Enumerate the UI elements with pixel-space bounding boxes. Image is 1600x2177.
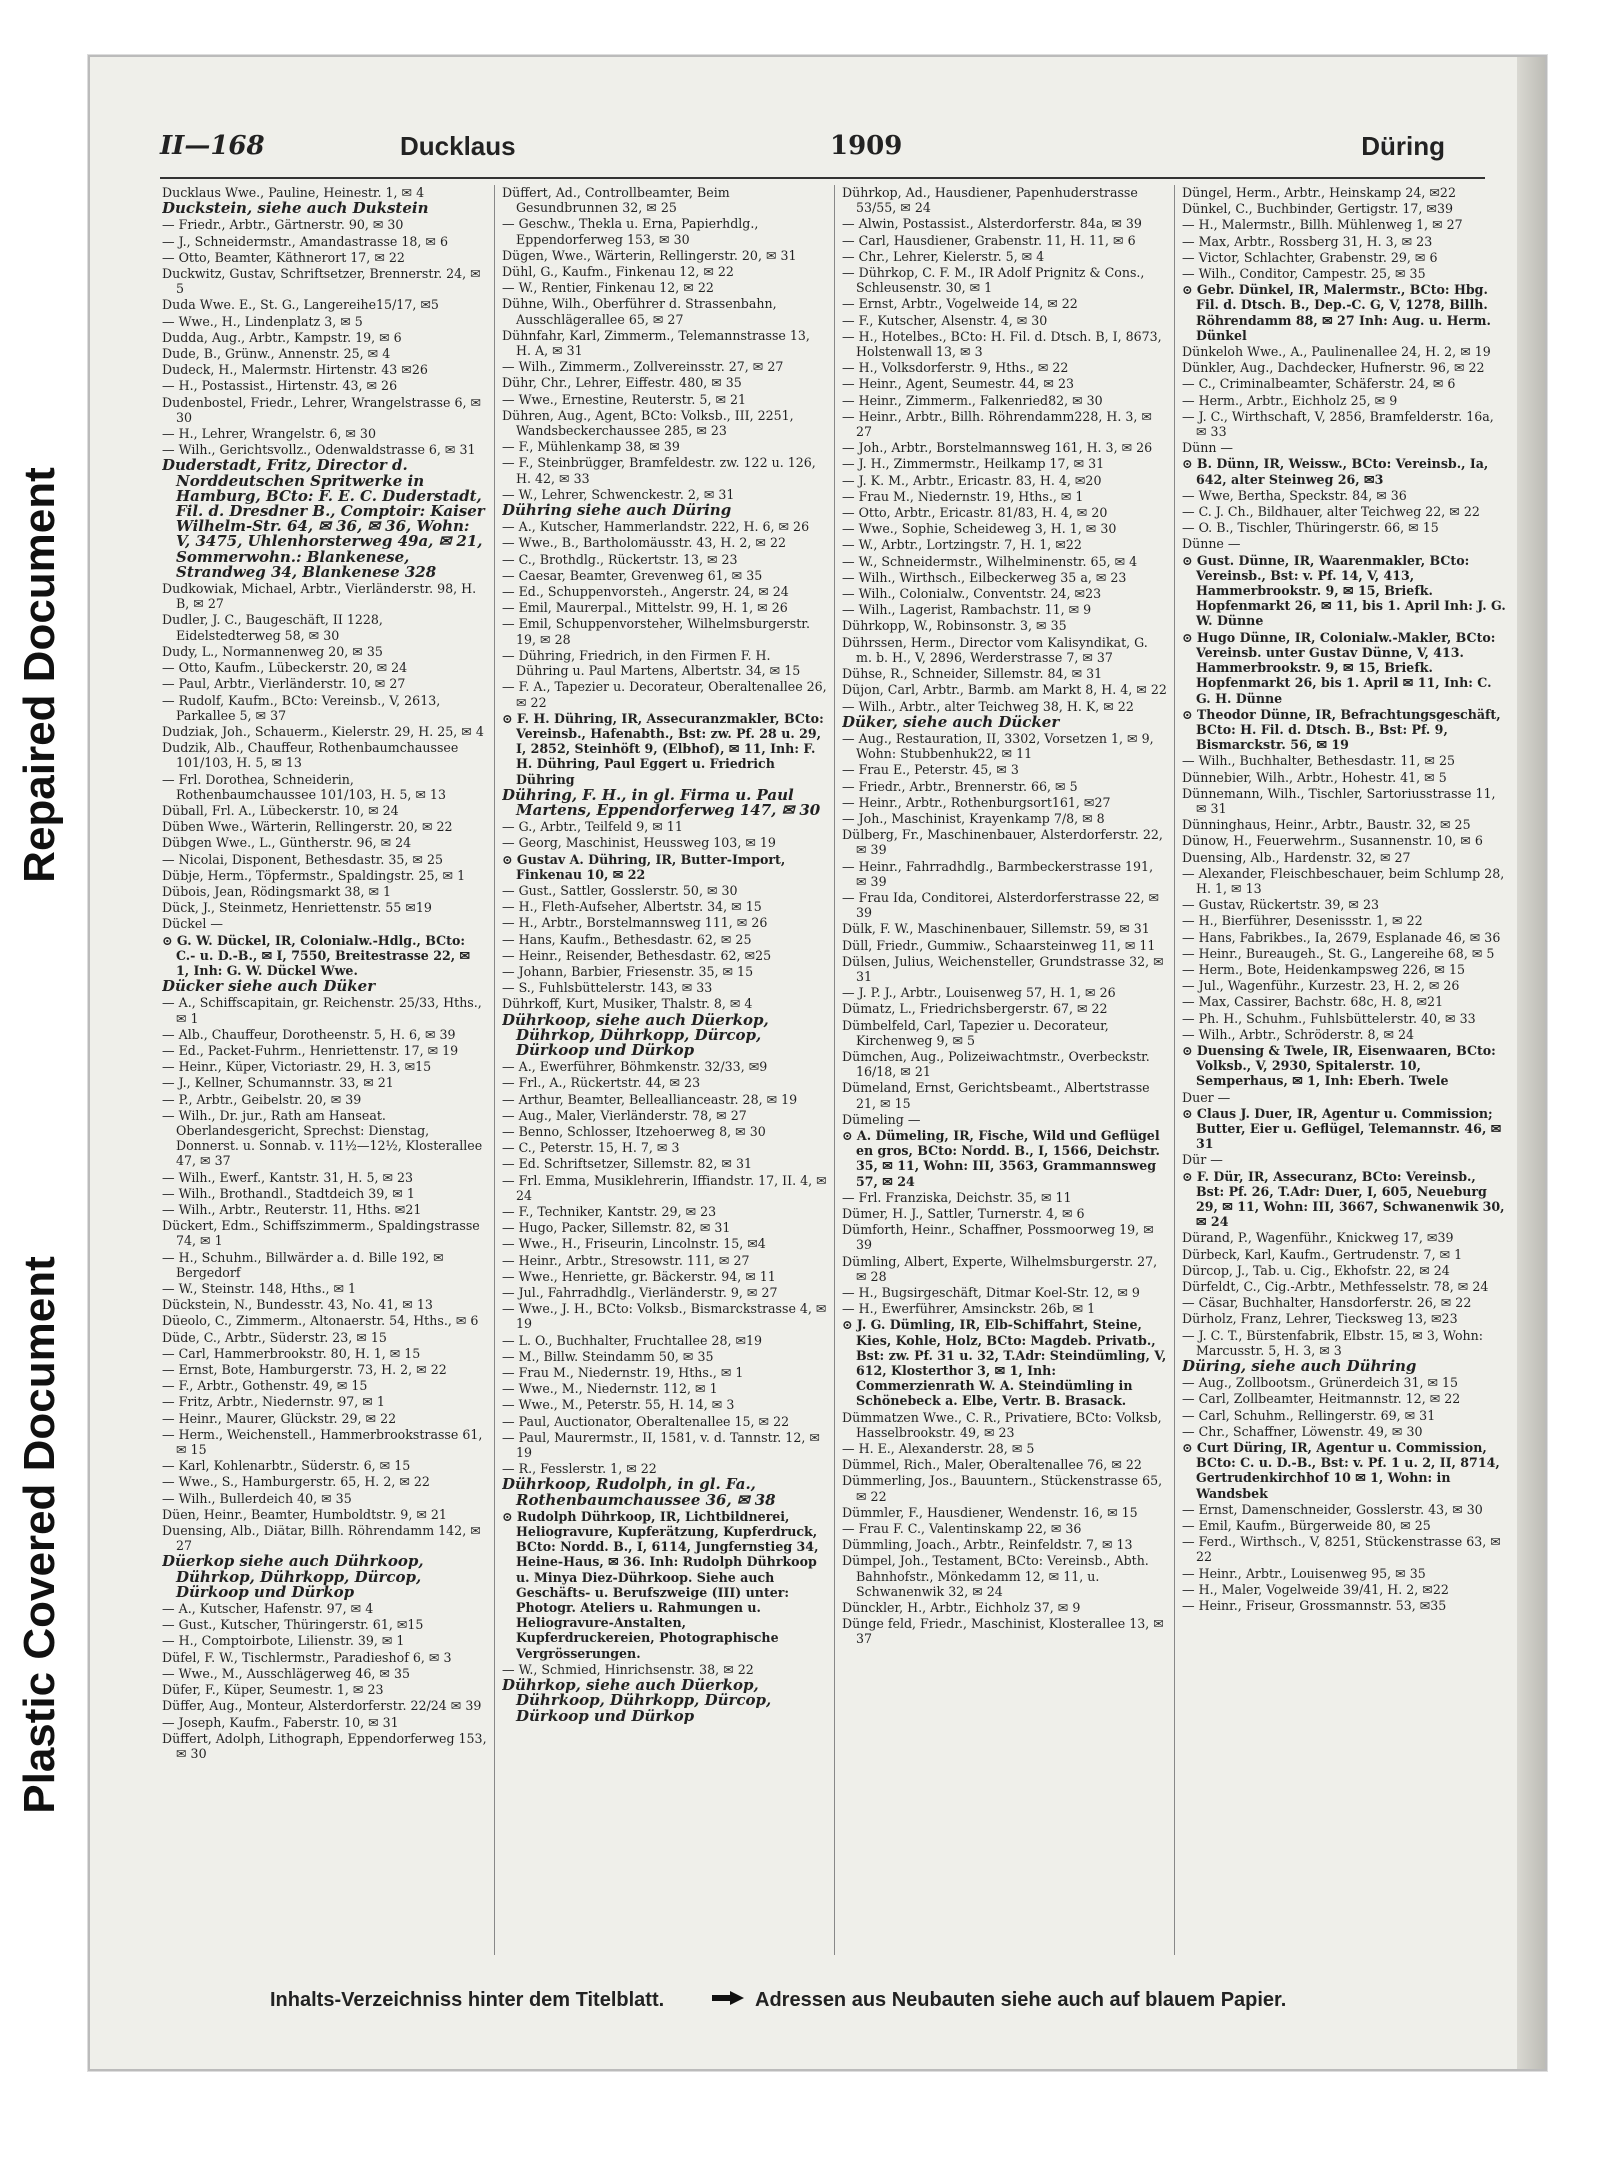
- directory-entry: Dürand, P., Wagenführ., Knickweg 17, ✉39: [1182, 1230, 1454, 1246]
- directory-entry: — Nicolai, Disponent, Bethesdastr. 35, ✉ 25: [162, 851, 443, 867]
- directory-entry: Dührkoop, Rudolph, in gl. Fa., Rothenbaumchaussee 36, ✉ 38: [502, 1475, 776, 1509]
- directory-entry: Düll, Friedr., Gummiw., Schaarsteinweg 11, ✉ 11: [842, 937, 1156, 953]
- directory-entry: Düffert, Adolph, Lithograph, Eppendorferweg 153, ✉ 30: [162, 1730, 487, 1761]
- directory-entry: — W., Schneidermstr., Wilhelminenstr. 65, ✉ 4: [842, 553, 1138, 569]
- directory-entry: Dülk, F. W., Maschinenbauer, Sillemstr. 59, ✉ 31: [842, 921, 1150, 937]
- directory-entry: — Otto, Beamter, Käthnerort 17, ✉ 22: [162, 249, 405, 265]
- directory-entry: — Emil, Schuppenvorsteher, Wilhelmsburgerstr. 19, ✉ 28: [502, 616, 810, 647]
- directory-entry: — Wilh., Arbtr., alter Teichweg 38, H. K, ✉ 22: [842, 698, 1134, 714]
- directory-entry: Dürholz, Franz, Lehrer, Tiecksweg 13, ✉23: [1182, 1311, 1458, 1327]
- directory-entry: — Wwe., M., Niedernstr. 112, ✉ 1: [502, 1381, 718, 1397]
- directory-entry: Dümer, H. J., Sattler, Turnerstr. 4, ✉ 6: [842, 1206, 1085, 1221]
- directory-entry: — Wwe., H., Friseurin, Lincolnstr. 15, ✉4: [502, 1236, 766, 1252]
- directory-entry: — A., Ewerführer, Böhmkenstr. 32/33, ✉9: [502, 1059, 768, 1075]
- directory-entry: ⊙ Curt Düring, IR, Agentur u. Commission, BCto: C. u. D.-B., Bst: v. Pf. 1 u. 2, II, 8714, Gertrudenkirchhof 10 ✉ 1, Wohn: in Wandsbek: [1182, 1440, 1500, 1501]
- directory-entry: Dückel —: [162, 916, 223, 932]
- directory-entry: Dümchen, Aug., Polizeiwachtmstr., Overbeckstr. 16/18, ✉ 21: [842, 1048, 1150, 1080]
- directory-entry: ⊙ Duensing & Twele, IR, Eisenwaaren, BCto: Volksb., V, 2930, Spitalerstr. 10, Semperhaus, ✉ 1, Inh: Eberh. Twele: [1182, 1042, 1496, 1089]
- directory-entry: — Wilh., Arbtr., Schröderstr. 8, ✉ 24: [1182, 1026, 1415, 1042]
- directory-entry: — Fritz, Arbtr., Niedernstr. 97, ✉ 1: [162, 1394, 385, 1410]
- directory-entry: — W., Lehrer, Schwenckestr. 2, ✉ 31: [502, 486, 735, 502]
- directory-entry: — Ernst, Arbtr., Vogelweide 14, ✉ 22: [842, 296, 1078, 312]
- directory-entry: Düngel, Herm., Arbtr., Heinskamp 24, ✉22: [1182, 185, 1456, 200]
- directory-entry: — Georg, Maschinist, Heussweg 103, ✉ 19: [502, 835, 776, 851]
- directory-entry: — Cäsar, Buchhalter, Hansdorferstr. 26, ✉ 22: [1182, 1295, 1472, 1311]
- directory-entry: — H., Arbtr., Borstelmannsweg 111, ✉ 26: [502, 915, 768, 931]
- directory-entry: — Chr., Schaffner, Löwenstr. 49, ✉ 30: [1182, 1423, 1423, 1439]
- directory-entry: Dümmling, Joach., Arbtr., Reinfeldstr. 7, ✉ 13: [842, 1537, 1133, 1553]
- directory-entry: Dudenbostel, Friedr., Lehrer, Wrangelstrasse 6, ✉ 30: [162, 394, 482, 425]
- directory-entry: — Heinr., Arbtr., Stresowstr. 111, ✉ 27: [502, 1252, 750, 1268]
- directory-entry: Dünninghaus, Heinr., Arbtr., Baustr. 32, ✉ 25: [1182, 817, 1471, 833]
- directory-entry: Duensing, Alb., Diätar, Billh. Röhrendamm 142, ✉ 27: [162, 1523, 481, 1554]
- directory-entry: — H., Comptoirbote, Lilienstr. 39, ✉ 1: [162, 1633, 405, 1649]
- directory-entry: Dümmatzen Wwe., C. R., Privatiere, BCto: Volksb, Hasselbrookstr. 49, ✉ 23: [842, 1409, 1162, 1440]
- directory-entry: ⊙ F. Dür, IR, Assecuranz, BCto: Vereinsb., Bst: Pf. 26, T.Adr: Duer, I, 605, Neueburg 29, ✉ 11, Wohn: III, 3667, Schwanenwik 30, ✉ 24: [1182, 1168, 1505, 1230]
- directory-entry: — Frau F. C., Valentinskamp 22, ✉ 36: [842, 1521, 1082, 1537]
- directory-entry: — Alexander, Fleischbeschauer, beim Schlump 28, H. 1, ✉ 13: [1182, 865, 1505, 896]
- directory-entry: — H., Malermstr., Billh. Mühlenweg 1, ✉ 27: [1182, 217, 1463, 233]
- directory-entry: — P., Arbtr., Geibelstr. 20, ✉ 39: [162, 1091, 362, 1107]
- directory-entry: Dühr, Chr., Lehrer, Eiffestr. 480, ✉ 35: [502, 375, 742, 391]
- directory-entry: Dürfeldt, C., Cig.-Arbtr., Methfesselstr. 78, ✉ 24: [1182, 1279, 1489, 1295]
- directory-entry: — Ernst, Damenschneider, Gosslerstr. 43, ✉ 30: [1182, 1501, 1483, 1517]
- directory-entry: — Wwe., Sophie, Scheideweg 3, H. 1, ✉ 30: [842, 521, 1117, 537]
- directory-entry: — Heinr., Arbtr., Billh. Röhrendamm228, H. 3, ✉ 27: [842, 408, 1152, 440]
- directory-entry: — Emil, Kaufm., Bürgerweide 80, ✉ 25: [1182, 1518, 1431, 1534]
- directory-entry: Dührkop, siehe auch Düerkop, Dührkoop, Dührkopp, Dürcop, Dürkoop und Dürkop: [502, 1676, 772, 1725]
- directory-entry: Dünge feld, Friedr., Maschinist, Klosterallee 13, ✉ 37: [842, 1616, 1164, 1647]
- directory-entry: — Joh., Maschinist, Krayenkamp 7/8, ✉ 8: [842, 810, 1105, 826]
- directory-entry: Düball, Frl. A., Lübeckerstr. 10, ✉ 24: [162, 802, 399, 818]
- directory-entry: — F., Arbtr., Gothenstr. 49, ✉ 15: [162, 1378, 368, 1394]
- directory-entry: — R., Fesslerstr. 1, ✉ 22: [502, 1461, 657, 1477]
- directory-entry: — H., Bugsirgeschäft, Ditmar Koel-Str. 12, ✉ 9: [842, 1285, 1140, 1301]
- directory-entry: — S., Fuhlsbüttelerstr. 143, ✉ 33: [502, 980, 713, 996]
- directory-entry: Dümmler, F., Hausdiener, Wendenstr. 16, ✉ 15: [842, 1504, 1138, 1520]
- directory-entry: — Gustav, Rückertstr. 39, ✉ 23: [1182, 897, 1380, 913]
- directory-entry: ⊙ Gebr. Dünkel, IR, Malermstr., BCto: Hbg. Fil. d. Dtsch. B., Dep.-C. G, V, 1278, Billh. Röhrendamm 88, ✉ 27 Inh: Aug. u. Herm. Dünkel: [1182, 282, 1491, 343]
- directory-entry: Dühring siehe auch Düring: [502, 501, 732, 520]
- directory-entry: Düffert, Ad., Controllbeamter, Beim Gesundbrunnen 32, ✉ 25: [502, 185, 730, 216]
- directory-entry: — A., Kutscher, Hammerlandstr. 222, H. 6, ✉ 26: [502, 519, 810, 535]
- directory-entry: — Heinr., Arbtr., Louisenweg 95, ✉ 35: [1182, 1565, 1426, 1581]
- directory-entry: Dülsen, Julius, Weichensteller, Grundstrasse 32, ✉ 31: [842, 953, 1164, 984]
- directory-entry: — Karl, Kohlenarbtr., Süderstr. 6, ✉ 15: [162, 1458, 411, 1474]
- page-gutter: [1517, 57, 1545, 2069]
- directory-entry: — F. A., Tapezier u. Decorateur, Oberaltenallee 26, ✉ 22: [502, 679, 827, 710]
- directory-entry: — J. H., Zimmermstr., Heilkamp 17, ✉ 31: [842, 456, 1105, 472]
- directory-entry: — Hans, Fabrikbes., Ia, 2679, Esplanade 46, ✉ 36: [1182, 929, 1501, 945]
- directory-entry: — A., Schiffscapitain, gr. Reichenstr. 25/33, Hths., ✉ 1: [162, 995, 482, 1026]
- directory-entry: Düker, siehe auch Dücker: [842, 712, 1060, 731]
- directory-entry: — Paul, Auctionator, Oberaltenallee 15, ✉ 22: [502, 1413, 790, 1429]
- directory-entry: Duensing, Alb., Hardenstr. 32, ✉ 27: [1182, 849, 1411, 865]
- directory-entry: Dübje, Herm., Töpfermstr., Spaldingstr. 25, ✉ 1: [162, 867, 466, 883]
- directory-entry: — Wwe., M., Ausschlägerweg 46, ✉ 35: [162, 1665, 410, 1681]
- directory-entry: — Wilh., Brothandl., Stadtdeich 39, ✉ 1: [162, 1185, 415, 1201]
- directory-entry: Dünkel, C., Buchbinder, Gertigstr. 17, ✉39: [1182, 201, 1453, 217]
- directory-entry: — Wilh., Lagerist, Rambachstr. 11, ✉ 9: [842, 602, 1092, 618]
- directory-entry: — Max, Cassirer, Bachstr. 68c, H. 8, ✉21: [1182, 994, 1444, 1010]
- directory-entry: — Carl, Hammerbrookstr. 80, H. 1, ✉ 15: [162, 1345, 421, 1361]
- directory-entry: — Paul, Arbtr., Vierländerstr. 10, ✉ 27: [162, 676, 406, 692]
- directory-entry: — Herm., Bote, Heidenkampsweg 226, ✉ 15: [1182, 961, 1465, 977]
- directory-entry: Dudda, Aug., Arbtr., Kampstr. 19, ✉ 6: [162, 329, 402, 345]
- directory-entry: — W., Steinstr. 148, Hths., ✉ 1: [162, 1281, 357, 1297]
- column-1: [162, 185, 487, 1955]
- directory-entry: — Dührkop, C. F. M., IR Adolf Prignitz & Cons., Schleusenstr. 30, ✉ 1: [842, 265, 1145, 296]
- footer-index-note: Inhalts-Verzeichniss hinter dem Titelblatt.: [270, 1989, 665, 2011]
- directory-entry: Dühse, R., Schneider, Sillemstr. 84, ✉ 31: [842, 666, 1103, 682]
- directory-entry: — Joseph, Kaufm., Faberstr. 10, ✉ 31: [162, 1714, 399, 1730]
- directory-entry: ⊙ Theodor Dünne, IR, Befrachtungsgeschäft, BCto: H. Fil. d. Dtsch. B., Bst: Pf. 9, Bismarckstr. 56, ✉ 19: [1182, 706, 1501, 753]
- directory-entry: Dückert, Edm., Schiffszimmerm., Spaldingstrasse 74, ✉ 1: [162, 1218, 480, 1249]
- plastic-covered-document-label: Plastic Covered Document: [15, 1256, 64, 1814]
- directory-entry: Dühren, Aug., Agent, BCto: Volksb., III, 2251, Wandsbeckerchaussee 285, ✉ 23: [502, 407, 794, 439]
- directory-entry: Dührssen, Herm., Director vom Kalisyndikat, G. m. b. H., V, 2896, Werderstrasse 7, ✉ 37: [842, 634, 1148, 665]
- directory-entry: — Wilh., Colonialw., Conventstr. 24, ✉23: [842, 586, 1102, 602]
- directory-entry: — Gust., Sattler, Gosslerstr. 50, ✉ 30: [502, 882, 738, 898]
- directory-year: 1909: [830, 131, 903, 161]
- directory-entry: — Frau M., Niedernstr. 19, Hths., ✉ 1: [502, 1365, 744, 1381]
- directory-entry: — Wwe., J. H., BCto: Volksb., Bismarckstrasse 4, ✉ 19: [502, 1301, 827, 1332]
- directory-entry: — Jul., Wagenführ., Kurzestr. 23, H. 2, ✉ 26: [1182, 978, 1460, 994]
- directory-entry: Dudler, J. C., Baugeschäft, II 1228, Eidelstedterweg 58, ✉ 30: [162, 612, 383, 643]
- directory-entry: — J. C. T., Bürstenfabrik, Elbstr. 15, ✉ 3, Wohn: Marcusstr. 5, H. 3, ✉ 3: [1182, 1327, 1484, 1358]
- directory-entry: — Carl, Hausdiener, Grabenstr. 11, H. 11, ✉ 6: [842, 232, 1136, 248]
- directory-entry: — Frau E., Peterstr. 45, ✉ 3: [842, 762, 1019, 778]
- directory-entry: Dümpel, Joh., Testament, BCto: Vereinsb., Abth. Bahnhofstr., Mönkedamm 12, ✉ 11, u. Schwanenwik 32, ✉ 24: [842, 1553, 1149, 1599]
- directory-entry: Dühnfahr, Karl, Zimmerm., Telemannstrasse 13, H. A, ✉ 31: [502, 327, 810, 359]
- directory-entry: — H. E., Alexanderstr. 28, ✉ 5: [842, 1441, 1035, 1457]
- directory-entry: — J. P. J., Arbtr., Louisenweg 57, H. 1, ✉ 26: [842, 985, 1116, 1001]
- directory-entry: — Carl, Zollbeamter, Heitmannstr. 12, ✉ 22: [1182, 1391, 1461, 1407]
- directory-entry: — Wwe., B., Bartholomäusstr. 43, H. 2, ✉ 22: [502, 535, 787, 551]
- directory-entry: — Jul., Fahrradhdlg., Vierländerstr. 9, ✉ 27: [502, 1285, 778, 1301]
- directory-entry: ⊙ Gust. Dünne, IR, Waarenmakler, BCto: Vereinsb., Bst: v. Pf. 14, V, 413, Hammerbrookstr. 9, ✉ 15, Briefk. Hopfenmarkt 26, ✉ 11, bis 1. April Inh: J. G. W. Dünne: [1182, 552, 1506, 629]
- directory-entry: — Heinr., Maurer, Glückstr. 29, ✉ 22: [162, 1410, 397, 1426]
- directory-entry: — J. K. M., Arbtr., Ericastr. 83, H. 4, ✉20: [842, 472, 1102, 488]
- directory-entry: — J. C., Wirthschaft, V, 2856, Bramfelderstr. 16a, ✉ 33: [1182, 408, 1494, 440]
- directory-entry: — Frau M., Niedernstr. 19, Hths., ✉ 1: [842, 488, 1084, 504]
- directory-entry: — Ferd., Wirthsch., V, 8251, Stückenstrasse 63, ✉ 22: [1182, 1534, 1501, 1565]
- directory-entry: — Ed., Packet-Fuhrm., Henriettenstr. 17, ✉ 19: [162, 1042, 459, 1058]
- directory-entry: — Paul, Maurermstr., II, 1581, v. d. Tannstr. 12, ✉ 19: [502, 1429, 820, 1461]
- directory-entry: Dührkoop, siehe auch Düerkop, Dührkop, Dührkopp, Dürcop, Dürkoop und Dürkop: [502, 1010, 769, 1059]
- column-separator: [1174, 185, 1175, 1955]
- directory-entry: — Wilh., Dr. jur., Rath am Hanseat. Oberlandesgericht, Sprechst: Dienstag, Donnerst. u. Sonnab. v. 11½—12½, Klosterallee 47, ✉ 37: [162, 1107, 483, 1169]
- directory-entry: — O. B., Tischler, Thüringerstr. 66, ✉ 15: [1182, 520, 1439, 536]
- directory-entry: Dünne —: [1182, 536, 1241, 552]
- directory-entry: Düring, siehe auch Dühring: [1182, 1357, 1417, 1376]
- directory-entry: — J., Kellner, Schumannstr. 33, ✉ 21: [162, 1075, 394, 1091]
- directory-entry: — H., Postassist., Hirtenstr. 43, ✉ 26: [162, 378, 398, 394]
- column-3: [842, 185, 1167, 1955]
- directory-entry: Dühne, Wilh., Oberführer d. Strassenbahn, Ausschlägerallee 65, ✉ 27: [502, 296, 777, 327]
- directory-entry: ⊙ J. G. Dümling, IR, Elb-Schiffahrt, Steine, Kies, Kohle, Holz, BCto: Magdeb. Privatb., Bst: zw. Pf. 31 u. 32, T.Adr: Steindümling, V, 612, Klosterthor 3, ✉ 1, Inh: Commerzienrath W. A. Steindümling in Schönebeck a. Elbe, Vertr. B. Brasack.: [842, 1317, 1167, 1409]
- directory-entry: Dücker siehe auch Düker: [162, 977, 376, 996]
- directory-entry: ⊙ Gustav A. Dühring, IR, Butter-Import, Finkenau 10, ✉ 22: [502, 851, 786, 882]
- directory-entry: Düerkop siehe auch Dührkoop, Dührkop, Dührkopp, Dürcop, Dürkoop und Dürkop: [162, 1552, 424, 1601]
- directory-entry: — M., Billw. Steindamm 50, ✉ 35: [502, 1348, 714, 1364]
- directory-entry: — Emil, Maurerpal., Mittelstr. 99, H. 1, ✉ 26: [502, 600, 788, 616]
- column-separator: [494, 185, 495, 1955]
- directory-entry: Duderstadt, Fritz, Director d. Norddeutschen Spritwerke in Hamburg, BCto: F. E. C. Duderstadt, Fil. d. Dresdner B., Comptoir: Kaiser Wilhelm-Str. 64, ✉ 36, ✉ 36, Wohn: V, 3475, Uhlenhorsterweg 49a, ✉ 21, Sommerwohn.: Blankenese, Strandweg 34, Blankenese 328: [162, 456, 485, 581]
- directory-entry: — Rudolf, Kaufm., BCto: Vereinsb., V, 2613, Parkallee 5, ✉ 37: [162, 692, 441, 723]
- directory-entry: — Chr., Lehrer, Kielerstr. 5, ✉ 4: [842, 248, 1045, 264]
- directory-entry: — Frl. Emma, Musiklehrerin, Iffiandstr. 17, II. 4, ✉ 24: [502, 1172, 827, 1203]
- directory-entry: — Heinr., Arbtr., Rothenburgsort161, ✉27: [842, 794, 1111, 810]
- directory-entry: — A., Kutscher, Hafenstr. 97, ✉ 4: [162, 1601, 374, 1617]
- directory-entry: — Heinr., Agent, Seumestr. 44, ✉ 23: [842, 376, 1074, 392]
- directory-entry: ⊙ B. Dünn, IR, Weissw., BCto: Vereinsb., Ia, 642, alter Steinweg 26, ✉3: [1182, 456, 1489, 487]
- directory-entry: Dürcop, J., Tab. u. Cig., Ekhofstr. 22, ✉ 24: [1182, 1262, 1450, 1278]
- directory-entry: — Carl, Schuhm., Rellingerstr. 69, ✉ 31: [1182, 1407, 1436, 1423]
- directory-entry: Dümeland, Ernst, Gerichtsbeamt., Albertstrasse 21, ✉ 15: [842, 1080, 1150, 1111]
- repaired-document-label: Repaired Document: [15, 467, 64, 883]
- directory-entry: — Ph. H., Schuhm., Fuhlsbüttelerstr. 40, ✉ 33: [1182, 1010, 1476, 1026]
- directory-entry: Dudy, L., Normannenweg 20, ✉ 35: [162, 643, 383, 659]
- directory-entry: — H., Fleth-Aufseher, Albertstr. 34, ✉ 15: [502, 899, 762, 915]
- directory-entry: — W., Rentier, Finkenau 12, ✉ 22: [502, 280, 714, 296]
- directory-entry: — Aug., Maler, Vierländerstr. 78, ✉ 27: [502, 1107, 747, 1123]
- directory-entry: — Caesar, Beamter, Grevenweg 61, ✉ 35: [502, 567, 763, 583]
- directory-entry: — C., Peterstr. 15, H. 7, ✉ 3: [502, 1140, 680, 1156]
- scanned-page: [88, 55, 1547, 2071]
- directory-entry: Dühring, F. H., in gl. Firma u. Paul Martens, Eppendorferweg 147, ✉ 30: [502, 785, 821, 819]
- directory-entry: Düben Wwe., Wärterin, Rellingerstr. 20, ✉ 22: [162, 819, 453, 835]
- page-number: II—168: [160, 131, 265, 161]
- directory-entry: Dünckler, H., Arbtr., Eichholz 37, ✉ 9: [842, 1600, 1081, 1616]
- directory-entry: Dudeck, H., Malermstr. Hirtenstr. 43 ✉26: [162, 362, 428, 378]
- directory-entry: Dümmerling, Jos., Bauuntern., Stückenstrasse 65, ✉ 22: [842, 1473, 1163, 1504]
- directory-entry: Dünow, H., Feuerwehrm., Susannenstr. 10, ✉ 6: [1182, 833, 1483, 849]
- directory-entry: — Dühring, Friedrich, in den Firmen F. H. Dühring u. Paul Martens, Albertstr. 34, ✉ 15: [502, 647, 801, 679]
- directory-entry: — Frl., A., Rückertstr. 44, ✉ 23: [502, 1075, 701, 1091]
- directory-columns: [162, 185, 1506, 1955]
- directory-entry: — Victor, Schlachter, Grabenstr. 29, ✉ 6: [1182, 249, 1438, 265]
- directory-entry: — Ed., Schuppenvorsteh., Angerstr. 24, ✉ 24: [502, 584, 789, 600]
- directory-entry: — H., Schuhm., Billwärder a. d. Bille 192, ✉ Bergedorf: [162, 1249, 444, 1280]
- directory-entry: — Alwin, Postassist., Alsterdorferstr. 84a, ✉ 39: [842, 216, 1142, 232]
- directory-entry: Dudzik, Alb., Chauffeur, Rothenbaumchaussee 101/103, H. 5, ✉ 13: [162, 740, 459, 771]
- directory-entry: Ducklaus Wwe., Pauline, Heinestr. 1, ✉ 4: [162, 185, 425, 200]
- column-2: [502, 185, 827, 1955]
- directory-entry: — C., Brothdlg., Rückertstr. 13, ✉ 23: [502, 551, 738, 567]
- directory-entry: — Wilh., Zimmerm., Zollvereinsstr. 27, ✉ 27: [502, 359, 784, 375]
- directory-entry: ⊙ F. H. Dühring, IR, Assecuranzmakler, BCto: Vereinsb., Hafenabth., Bst: zw. Pf. 28 u. 29, I, 2852, Steinhöft 9, (Elbhof), ✉ 11, Inh: F. H. Dühring, Paul Eggert u. Friedrich Dühring: [502, 710, 824, 787]
- directory-entry: — H., Hotelbes., BCto: H. Fil. d. Dtsch. B, I, 8673, Holstenwall 13, ✉ 3: [842, 328, 1162, 360]
- directory-entry: Düen, Heinr., Beamter, Humboldtstr. 9, ✉ 21: [162, 1506, 447, 1522]
- column-4: [1182, 185, 1507, 1955]
- directory-entry: Dümling, Albert, Experte, Wilhelmsburgerstr. 27, ✉ 28: [842, 1253, 1158, 1284]
- directory-entry: — Heinr., Friseur, Grossmannstr. 53, ✉35: [1182, 1598, 1447, 1614]
- directory-entry: — G., Arbtr., Teilfeld 9, ✉ 11: [502, 819, 683, 835]
- directory-entry: — Hans, Kaufm., Bethesdastr. 62, ✉ 25: [502, 931, 752, 947]
- directory-entry: Düjon, Carl, Arbtr., Barmb. am Markt 8, H. 4, ✉ 22: [842, 682, 1167, 698]
- directory-entry: — Wilh., Wirthsch., Eilbeckerweg 35 a, ✉ 23: [842, 569, 1127, 585]
- directory-entry: Dümeling —: [842, 1111, 921, 1127]
- directory-entry: — Wwe., S., Hamburgerstr. 65, H. 2, ✉ 22: [162, 1474, 430, 1490]
- directory-entry: — Joh., Arbtr., Borstelmannsweg 161, H. 3, ✉ 26: [842, 440, 1153, 456]
- directory-entry: — F., Kutscher, Alsenstr. 4, ✉ 30: [842, 312, 1048, 328]
- directory-entry: Düeolo, C., Zimmerm., Altonaerstr. 54, Hths., ✉ 6: [162, 1313, 479, 1329]
- directory-entry: Düfer, F., Küper, Seumestr. 1, ✉ 23: [162, 1682, 384, 1698]
- pointing-hand-icon: [710, 1987, 746, 2009]
- directory-entry: — Otto, Arbtr., Ericastr. 81/83, H. 4, ✉ 20: [842, 505, 1108, 521]
- directory-entry: — C. J. Ch., Bildhauer, alter Teichweg 22, ✉ 22: [1182, 504, 1480, 520]
- directory-entry: — Johann, Barbier, Friesenstr. 35, ✉ 15: [502, 963, 754, 979]
- directory-entry: Dührkop, Ad., Hausdiener, Papenhuderstrasse 53/55, ✉ 24: [842, 185, 1138, 216]
- directory-entry: Dückstein, N., Bundesstr. 43, No. 41, ✉ 13: [162, 1297, 433, 1313]
- directory-entry: — Ernst, Bote, Hamburgerstr. 73, H. 2, ✉ 22: [162, 1362, 447, 1378]
- directory-entry: — J., Schneidermstr., Amandastrasse 18, ✉ 6: [162, 233, 448, 249]
- directory-entry: — H., Ewerführer, Amsinckstr. 26b, ✉ 1: [842, 1301, 1096, 1317]
- directory-entry: — Hugo, Packer, Sillemstr. 82, ✉ 31: [502, 1220, 731, 1236]
- directory-entry: Dümbelfeld, Carl, Tapezier u. Decorateur, Kirchenweg 9, ✉ 5: [842, 1017, 1109, 1048]
- directory-entry: — F., Mühlenkamp 38, ✉ 39: [502, 439, 680, 455]
- header-rule: [160, 177, 1485, 179]
- directory-entry: Dühl, G., Kaufm., Finkenau 12, ✉ 22: [502, 264, 734, 280]
- directory-entry: Dünkeloh Wwe., A., Paulinenallee 24, H. 2, ✉ 19: [1182, 344, 1491, 360]
- directory-entry: — L. O., Buchhalter, Fruchtallee 28, ✉19: [502, 1332, 763, 1348]
- directory-entry: Duer —: [1182, 1089, 1231, 1105]
- directory-entry: — Wwe., Henriette, gr. Bäckerstr. 94, ✉ 11: [502, 1268, 776, 1284]
- directory-entry: — F., Steinbrügger, Bramfeldestr. zw. 122 u. 126, H. 42, ✉ 33: [502, 455, 816, 486]
- directory-entry: ⊙ Claus J. Duer, IR, Agentur u. Commission; Butter, Eier u. Geflügel, Telemannstr. 46, ✉ 31: [1182, 1105, 1502, 1152]
- directory-entry: — Friedr., Arbtr., Gärtnerstr. 90, ✉ 30: [162, 217, 404, 233]
- directory-entry: Düffer, Aug., Monteur, Alsterdorferstr. 22/24 ✉ 39: [162, 1698, 482, 1714]
- directory-entry: Dudziak, Joh., Schauerm., Kielerstr. 29, H. 25, ✉ 4: [162, 723, 484, 739]
- directory-entry: — Herm., Arbtr., Eichholz 25, ✉ 9: [1182, 392, 1398, 408]
- page-header: [160, 131, 1475, 171]
- directory-entry: — Alb., Chauffeur, Dorotheenstr. 5, H. 6, ✉ 39: [162, 1026, 456, 1042]
- directory-entry: — Herm., Weichenstell., Hammerbrookstrasse 61, ✉ 15: [162, 1426, 483, 1458]
- first-entry-name: Ducklaus: [400, 131, 516, 161]
- directory-entry: — W., Schmied, Hinrichsenstr. 38, ✉ 22: [502, 1661, 754, 1677]
- column-separator: [834, 185, 835, 1955]
- directory-entry: — C., Criminalbeamter, Schäferstr. 24, ✉ 6: [1182, 376, 1456, 392]
- directory-entry: — Arthur, Beamter, Belleallianceastr. 28, ✉ 19: [502, 1091, 798, 1107]
- directory-entry: Duda Wwe. E., St. G., Langereihe15/17, ✉5: [162, 297, 439, 313]
- directory-entry: Düfel, F. W., Tischlermstr., Paradieshof 6, ✉ 3: [162, 1649, 452, 1665]
- directory-entry: — F., Techniker, Kantstr. 29, ✉ 23: [502, 1204, 717, 1219]
- directory-entry: — Aug., Zollbootsm., Grünerdeich 31, ✉ 15: [1182, 1375, 1459, 1391]
- directory-entry: — Frau Ida, Conditorei, Alsterdorferstrasse 22, ✉ 39: [842, 889, 1160, 921]
- directory-entry: Duckwitz, Gustav, Schriftsetzer, Brennerstr. 24, ✉ 5: [162, 266, 481, 297]
- directory-entry: Dührkopp, W., Robinsonstr. 3, ✉ 35: [842, 618, 1067, 634]
- directory-entry: — Otto, Kaufm., Lübeckerstr. 20, ✉ 24: [162, 660, 408, 676]
- directory-entry: — Geschw., Thekla u. Erna, Papierhdlg., Eppendorferweg 153, ✉ 30: [502, 216, 759, 247]
- directory-entry: — Heinr., Küper, Victoriastr. 29, H. 3, ✉15: [162, 1059, 432, 1075]
- directory-entry: — Wwe., M., Peterstr. 55, H. 14, ✉ 3: [502, 1397, 735, 1413]
- directory-entry: — Wilh., Bullerdeich 40, ✉ 35: [162, 1490, 352, 1506]
- directory-entry: — H., Maler, Vogelweide 39/41, H. 2, ✉22: [1182, 1581, 1449, 1597]
- directory-entry: — Benno, Schlosser, Itzehoerweg 8, ✉ 30: [502, 1123, 766, 1139]
- directory-entry: — Frl. Franziska, Deichstr. 35, ✉ 11: [842, 1189, 1072, 1205]
- directory-entry: Dümmel, Rich., Maler, Oberaltenallee 76, ✉ 22: [842, 1457, 1142, 1473]
- directory-entry: Dügen, Wwe., Wärterin, Rellingerstr. 20, ✉ 31: [502, 247, 797, 263]
- directory-entry: Dude, B., Grünw., Annenstr. 25, ✉ 4: [162, 346, 391, 362]
- directory-entry: Duckstein, siehe auch Dukstein: [162, 199, 429, 218]
- directory-entry: ⊙ Rudolph Dührkoop, IR, Lichtbildnerei, Heliogravure, Kupferätzung, Kupferdruck, BCto: Nordd. B., I, 6114, Jungfernstieg 34, Heine-Haus, ✉ 36. Inh: Rudolph Dührkoop u. Minya Diez-Dührkoop. Siehe auch Geschäfts- u. Berufszweige (III) unter: Photogr. Ateliers u. Rahmungen u. Heliogravure-Anstalten, Kupferdruckereien, Photographische Vergrösserungen.: [502, 1508, 819, 1661]
- directory-entry: — Max, Arbtr., Rossberg 31, H. 3, ✉ 23: [1182, 233, 1433, 249]
- directory-entry: — Wilh., Buchhalter, Bethesdastr. 11, ✉ 25: [1182, 753, 1455, 769]
- directory-entry: — Ed. Schriftsetzer, Sillemstr. 82, ✉ 31: [502, 1156, 753, 1172]
- directory-entry: Dübois, Jean, Rödingsmarkt 38, ✉ 1: [162, 883, 392, 899]
- directory-entry: — Wilh., Conditor, Campestr. 25, ✉ 35: [1182, 266, 1426, 282]
- directory-entry: — Friedr., Arbtr., Brennerstr. 66, ✉ 5: [842, 778, 1078, 794]
- directory-entry: — Heinr., Reisender, Bethesdastr. 62, ✉25: [502, 947, 772, 963]
- directory-entry: — Wilh., Gerichtsvollz., Odenwaldstrasse 6, ✉ 31: [162, 442, 476, 458]
- directory-entry: Dür —: [1182, 1152, 1223, 1168]
- directory-entry: Dünnebier, Wilh., Arbtr., Hohestr. 41, ✉ 5: [1182, 769, 1447, 785]
- directory-entry: — H., Bierführer, Desenissstr. 1, ✉ 22: [1182, 913, 1423, 929]
- directory-entry: — Frl. Dorothea, Schneiderin, Rothenbaumchaussee 101/103, H. 5, ✉ 13: [162, 771, 446, 802]
- directory-entry: — Heinr., Zimmerm., Falkenried82, ✉ 30: [842, 392, 1103, 408]
- directory-entry: — Wilh., Ewerf., Kantstr. 31, H. 5, ✉ 23: [162, 1169, 414, 1185]
- directory-entry: — Wilh., Arbtr., Reuterstr. 11, Hths. ✉21: [162, 1202, 422, 1217]
- directory-entry: Düde, C., Arbtr., Süderstr. 23, ✉ 15: [162, 1329, 387, 1345]
- directory-entry: Dünkler, Aug., Dachdecker, Hufnerstr. 96, ✉ 22: [1182, 360, 1485, 376]
- directory-entry: — Heinr., Fahrradhdlg., Barmbeckerstrasse 191, ✉ 39: [842, 858, 1154, 889]
- directory-entry: Dünn —: [1182, 440, 1234, 456]
- directory-entry: ⊙ Hugo Dünne, IR, Colonialw.-Makler, BCto: Vereinsb. unter Gustav Dünne, V, 413. Hammerbrookstr. 9, ✉ 15, Briefk. Hopfenmarkt 26, bis 1. April ✉ 11, Inh: C. G. H. Dünne: [1182, 629, 1496, 706]
- directory-entry: Dümforth, Heinr., Schaffner, Possmoorweg 19, ✉ 39: [842, 1222, 1154, 1253]
- directory-entry: — Gust., Kutscher, Thüringerstr. 61, ✉15: [162, 1617, 424, 1633]
- footer-new-buildings-note: Adressen aus Neubauten siehe auch auf blauem Papier.: [755, 1989, 1287, 2011]
- directory-entry: — H., Lehrer, Wrangelstr. 6, ✉ 30: [162, 426, 376, 442]
- directory-entry: — Wwe., H., Lindenplatz 3, ✉ 5: [162, 313, 363, 329]
- directory-entry: — Wwe., Ernestine, Reuterstr. 5, ✉ 21: [502, 391, 747, 407]
- directory-entry: Dührkoff, Kurt, Musiker, Thalstr. 8, ✉ 4: [502, 996, 753, 1012]
- directory-entry: Dürbeck, Karl, Kaufm., Gertrudenstr. 7, ✉ 1: [1182, 1246, 1463, 1262]
- directory-entry: — Heinr., Bureaugeh., St. G., Langereihe 68, ✉ 5: [1182, 945, 1495, 961]
- directory-entry: Dübgen Wwe., L., Güntherstr. 96, ✉ 24: [162, 835, 412, 851]
- directory-entry: ⊙ A. Dümeling, IR, Fische, Wild und Geflügel en gros, BCto: Nordd. B., I, 1566, Deichstr. 35, ✉ 11, Wohn: III, 3563, Grammannsweg 57, ✉ 24: [842, 1127, 1160, 1189]
- directory-entry: Dümatz, L., Friedrichsbergerstr. 67, ✉ 22: [842, 1001, 1108, 1017]
- directory-entry: — W., Arbtr., Lortzingstr. 7, H. 1, ✉22: [842, 537, 1082, 553]
- directory-entry: Dück, J., Steinmetz, Henriettenstr. 55 ✉19: [162, 900, 432, 916]
- directory-entry: — Aug., Restauration, II, 3302, Vorsetzen 1, ✉ 9, Wohn: Stubbenhuk22, ✉ 11: [842, 730, 1154, 762]
- directory-entry: Dünnemann, Wilh., Tischler, Sartoriusstrasse 11, ✉ 31: [1182, 785, 1496, 816]
- directory-entry: ⊙ G. W. Dückel, IR, Colonialw.-Hdlg., BCto: C.- u. D.-B., ✉ I, 7550, Breitestrasse 22, ✉ 1, Inh: G. W. Dückel Wwe.: [162, 932, 471, 978]
- directory-entry: — Wwe, Bertha, Speckstr. 84, ✉ 36: [1182, 487, 1407, 503]
- last-entry-name: Düring: [1361, 131, 1445, 161]
- directory-entry: Dülberg, Fr., Maschinenbauer, Alsterdorferstr. 22, ✉ 39: [842, 827, 1163, 858]
- directory-entry: Dudkowiak, Michael, Arbtr., Vierländerstr. 98, H. B, ✉ 27: [162, 581, 477, 612]
- directory-entry: — H., Volksdorferstr. 9, Hths., ✉ 22: [842, 360, 1069, 376]
